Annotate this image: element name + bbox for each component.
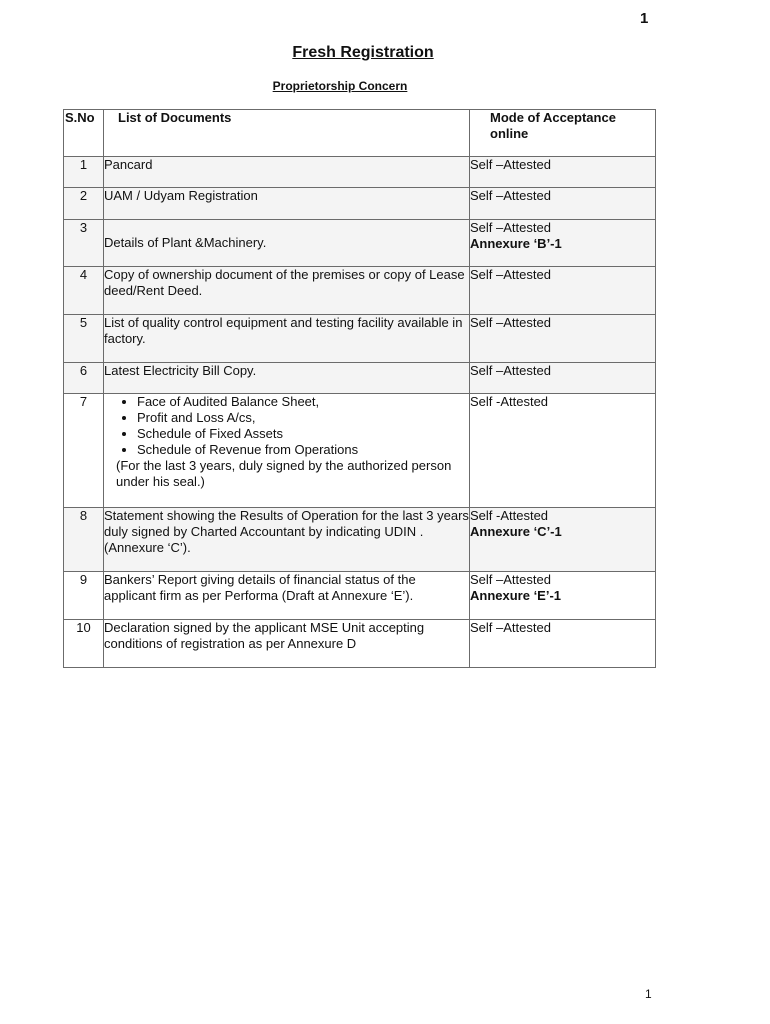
row-sno: 6 [64, 363, 104, 394]
list-item: • Schedule of Revenue from Operations [137, 442, 469, 458]
row-document: Latest Electricity Bill Copy. [104, 363, 470, 394]
table-row [64, 157, 656, 188]
row-mode [470, 363, 656, 394]
table-row [64, 188, 656, 220]
row-document: Details of Plant &Machinery. [104, 220, 470, 267]
table-row [64, 572, 656, 620]
row-sno: 8 [64, 508, 104, 572]
header-documents: List of Documents [104, 110, 470, 157]
mode-text: Self –Attested [470, 157, 551, 172]
row-sno: 1 [64, 157, 104, 188]
mode-text: Self -Attested [470, 508, 549, 523]
mode-text: Self –Attested [470, 188, 551, 203]
document-note: (For the last 3 years, duly signed by the authorized person under his seal.) [116, 458, 452, 489]
mode-text: Self –Attested [470, 315, 551, 330]
header-mode: Mode of Acceptance online [470, 110, 656, 157]
row-mode [470, 508, 656, 572]
row-document: Statement showing the Results of Operation for the last 3 years duly signed by Charted Accountant by indicating UDIN . (Annexure ‘C’). [104, 508, 470, 572]
row-document: Pancard [104, 157, 470, 188]
table-row [64, 620, 656, 668]
list-item: • Face of Audited Balance Sheet, [137, 394, 469, 410]
row-mode [470, 315, 656, 363]
row-sno: 7 [64, 394, 104, 508]
page-subtitle: Proprietorship Concern [272, 79, 408, 93]
row-mode [470, 394, 656, 508]
header-sno: S.No [64, 110, 104, 157]
table-header-row [64, 110, 656, 157]
page-number-bottom: 1 [645, 987, 652, 1001]
row-document: UAM / Udyam Registration [104, 188, 470, 220]
mode-text: Self –Attested [470, 267, 551, 282]
row-mode [470, 267, 656, 315]
row-mode [470, 157, 656, 188]
row-sno: 9 [64, 572, 104, 620]
row-sno: 3 [64, 220, 104, 267]
row-sno: 4 [64, 267, 104, 315]
mode-text: Self –Attested [470, 220, 551, 235]
row-document: List of quality control equipment and testing facility available in factory. [104, 315, 470, 363]
table-row [64, 315, 656, 363]
table-row [64, 394, 656, 508]
annexure-label: Annexure ‘B’-1 [470, 236, 562, 251]
table-row [64, 267, 656, 315]
row-mode [470, 188, 656, 220]
row-mode [470, 572, 656, 620]
row-mode [470, 620, 656, 668]
row-document: Copy of ownership document of the premises or copy of Lease deed/Rent Deed. [104, 267, 470, 315]
annexure-label: Annexure ‘C’-1 [470, 524, 562, 539]
row-sno: 5 [64, 315, 104, 363]
mode-text: Self –Attested [470, 620, 551, 635]
row-document [104, 394, 470, 508]
document-bullet-list [109, 394, 469, 458]
documents-table [63, 109, 656, 668]
table-row [64, 220, 656, 267]
row-sno: 2 [64, 188, 104, 220]
mode-text: Self –Attested [470, 363, 551, 378]
table-row [64, 363, 656, 394]
row-sno: 10 [64, 620, 104, 668]
list-item: • Profit and Loss A/cs, [137, 410, 469, 426]
row-document: Bankers’ Report giving details of financial status of the applicant firm as per Performa (Draft at Annexure ‘E’). [104, 572, 470, 620]
list-item: • Schedule of Fixed Assets [137, 426, 469, 442]
table-row [64, 508, 656, 572]
page-number-top: 1 [640, 10, 649, 27]
row-mode [470, 220, 656, 267]
mode-text: Self –Attested [470, 572, 551, 587]
row-document: Declaration signed by the applicant MSE Unit accepting conditions of registration as per Annexure D [104, 620, 470, 668]
page-title: Fresh Registration [292, 44, 434, 61]
annexure-label: Annexure ‘E’-1 [470, 588, 562, 603]
mode-text: Self -Attested [470, 394, 549, 409]
